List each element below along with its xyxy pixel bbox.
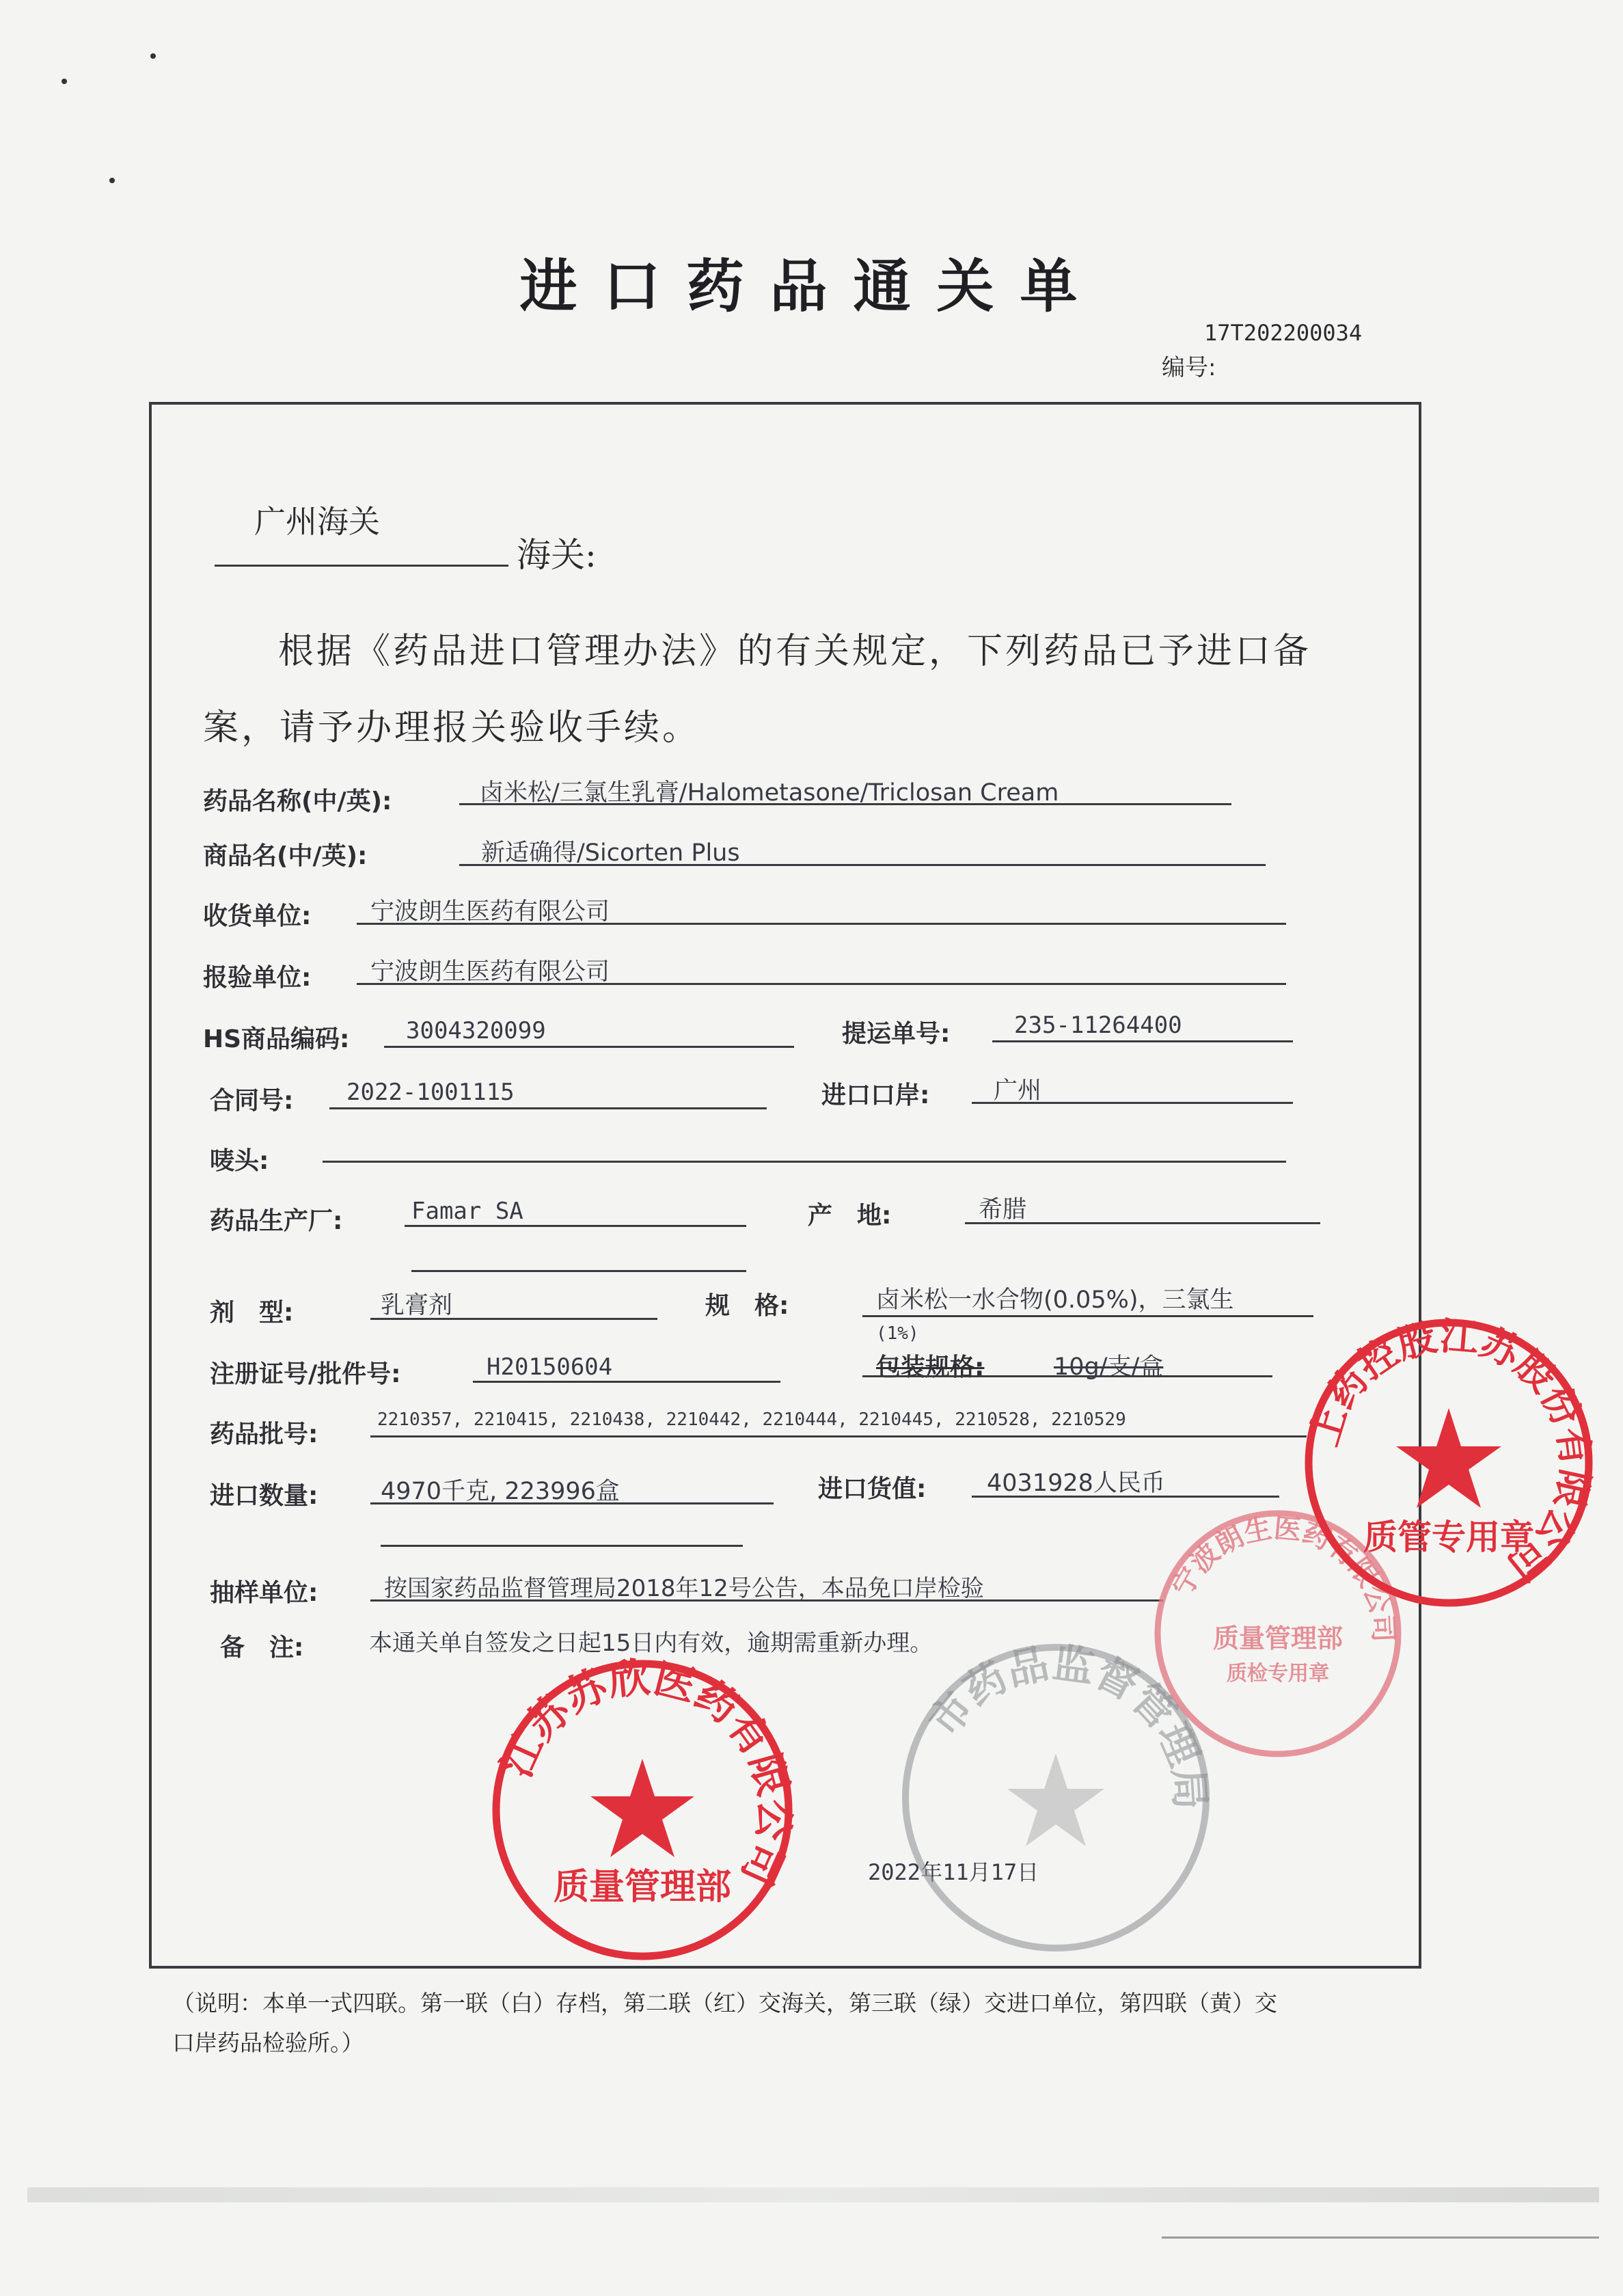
manufacturer-label: 药品生产厂: <box>210 1207 343 1235</box>
issue-date: 2022年11月17日 <box>868 1859 1039 1885</box>
scan-speck <box>109 178 115 183</box>
pack-label: 包装规格: <box>876 1353 985 1381</box>
pink-seal-sub-text: 质检专用章 <box>1227 1662 1329 1686</box>
hs-code-label: HS商品编码: <box>203 1025 350 1053</box>
drug-name-label: 药品名称(中/英): <box>203 787 392 815</box>
dosage-label: 剂 型: <box>210 1299 294 1327</box>
sampling-value: 按国家药品监督管理局2018年12号公告，本品免口岸检验 <box>384 1575 984 1602</box>
pink-seal-center-text: 质量管理部 <box>1212 1623 1344 1653</box>
bill-value: 235-11264400 <box>1014 1012 1182 1039</box>
customs-name: 广州海关 <box>254 503 380 540</box>
consignee-value: 宁波朗生医药有限公司 <box>370 898 610 926</box>
footnote-line-1: （说明：本单一式四联。第一联（白）存档，第二联（红）交海关，第三联（绿）交进口单位，第四联（黄）交 <box>172 1990 1277 2016</box>
spec-label: 规 格: <box>705 1292 789 1320</box>
trade-name-label: 商品名(中/英): <box>203 842 368 870</box>
red-seal-left <box>485 1653 800 1967</box>
serial-label: 编号: <box>1162 354 1216 381</box>
origin-value: 希腊 <box>979 1196 1027 1224</box>
spec-value-line1: 卤米松一水合物(0.05%)，三氯生 <box>876 1286 1234 1314</box>
mark-underline <box>323 1161 1286 1163</box>
pink-seal-ring-text: 宁波朗生医药有限公司 <box>1167 1512 1399 1643</box>
consignee-label: 收货单位: <box>203 902 312 930</box>
contract-value: 2022-1001115 <box>346 1079 515 1106</box>
contract-label: 合同号: <box>210 1087 294 1115</box>
pack-value: 10g/支/盒 <box>1054 1353 1164 1381</box>
trade-name-underline <box>459 864 1266 866</box>
declarant-value: 宁波朗生医药有限公司 <box>370 958 610 986</box>
manufacturer-value: Famar SA <box>411 1198 523 1225</box>
scan-speck <box>150 53 156 59</box>
hs-code-underline <box>384 1046 794 1048</box>
declarant-underline <box>357 983 1286 985</box>
footnote-line-2: 口岸药品检验所。） <box>172 2029 364 2056</box>
bill-label: 提运单号: <box>842 1020 951 1048</box>
scan-streak <box>27 2187 1599 2202</box>
contract-underline <box>329 1107 767 1109</box>
drug-name-value: 卤米松/三氯生乳膏/Halometasone/Triclosan Cream <box>480 779 1059 807</box>
quantity-value: 4970千克, 223996盒 <box>381 1478 620 1505</box>
amount-underline <box>972 1496 1279 1498</box>
manufacturer-underline-2 <box>411 1270 746 1272</box>
hs-code-value: 3004320099 <box>406 1017 546 1044</box>
customs-underline <box>215 565 508 567</box>
right-seal-ring-text: 上药控股江苏股份有限公司 <box>1302 1314 1598 1590</box>
registration-label: 注册证号/批件号: <box>210 1360 401 1388</box>
customs-suffix: 海关: <box>517 535 597 575</box>
origin-label: 产 地: <box>808 1202 892 1230</box>
spec-underline <box>862 1315 1313 1317</box>
gray-seal-ring-text: 市药品监督管理局 <box>920 1639 1214 1811</box>
serial-number: 17T202200034 <box>1204 320 1363 346</box>
batch-value: 2210357, 2210415, 2210438, 2210442, 2210444, 2210445, 2210528, 2210529 <box>377 1409 1126 1430</box>
drug-name-underline <box>459 803 1231 805</box>
left-seal-center-text: 质量管理部 <box>553 1867 732 1908</box>
port-underline <box>972 1102 1293 1104</box>
quantity-underline-2 <box>381 1545 743 1547</box>
consignee-underline <box>357 923 1286 925</box>
registration-value: H20150604 <box>487 1353 613 1381</box>
registration-underline <box>473 1381 780 1383</box>
quantity-label: 进口数量: <box>210 1482 318 1510</box>
sampling-label: 抽样单位: <box>210 1579 318 1607</box>
port-label: 进口口岸: <box>821 1081 930 1109</box>
pack-underline <box>862 1375 1272 1377</box>
remark-label: 备 注: <box>220 1634 304 1662</box>
dosage-underline <box>370 1318 657 1320</box>
intro-line-1: 根据《药品进口管理办法》的有关规定，下列药品已予进口备 <box>278 631 1312 672</box>
left-seal-ring-text: 江苏苏欣医药有限公司 <box>492 1653 799 1893</box>
quantity-underline <box>370 1502 774 1504</box>
scan-edge-line <box>1162 2237 1599 2239</box>
document-title: 进口药品通关单 <box>519 253 1104 320</box>
mark-label: 唛头: <box>210 1147 269 1175</box>
spec-value-line2: (1%) <box>876 1323 919 1344</box>
manufacturer-underline <box>405 1225 746 1227</box>
bill-underline <box>992 1040 1293 1042</box>
port-value: 广州 <box>994 1077 1042 1105</box>
red-seal-right <box>1298 1312 1599 1613</box>
origin-underline <box>965 1222 1320 1224</box>
sampling-underline <box>370 1599 1163 1602</box>
dosage-value: 乳膏剂 <box>381 1292 453 1319</box>
remark-value: 本通关单自签发之日起15日内有效，逾期需重新办理。 <box>369 1630 933 1657</box>
amount-value: 4031928人民币 <box>987 1470 1165 1497</box>
scan-speck <box>62 79 67 84</box>
batch-label: 药品批号: <box>210 1420 318 1448</box>
declarant-label: 报验单位: <box>203 964 312 992</box>
right-seal-center-text: 质管专用章 <box>1363 1517 1534 1557</box>
intro-line-2: 案，请予办理报关验收手续。 <box>203 707 701 748</box>
amount-label: 进口货值: <box>818 1475 927 1503</box>
footnote <box>172 1984 1457 2063</box>
batch-underline <box>370 1435 1307 1437</box>
trade-name-value: 新适确得/Sicorten Plus <box>481 839 740 867</box>
